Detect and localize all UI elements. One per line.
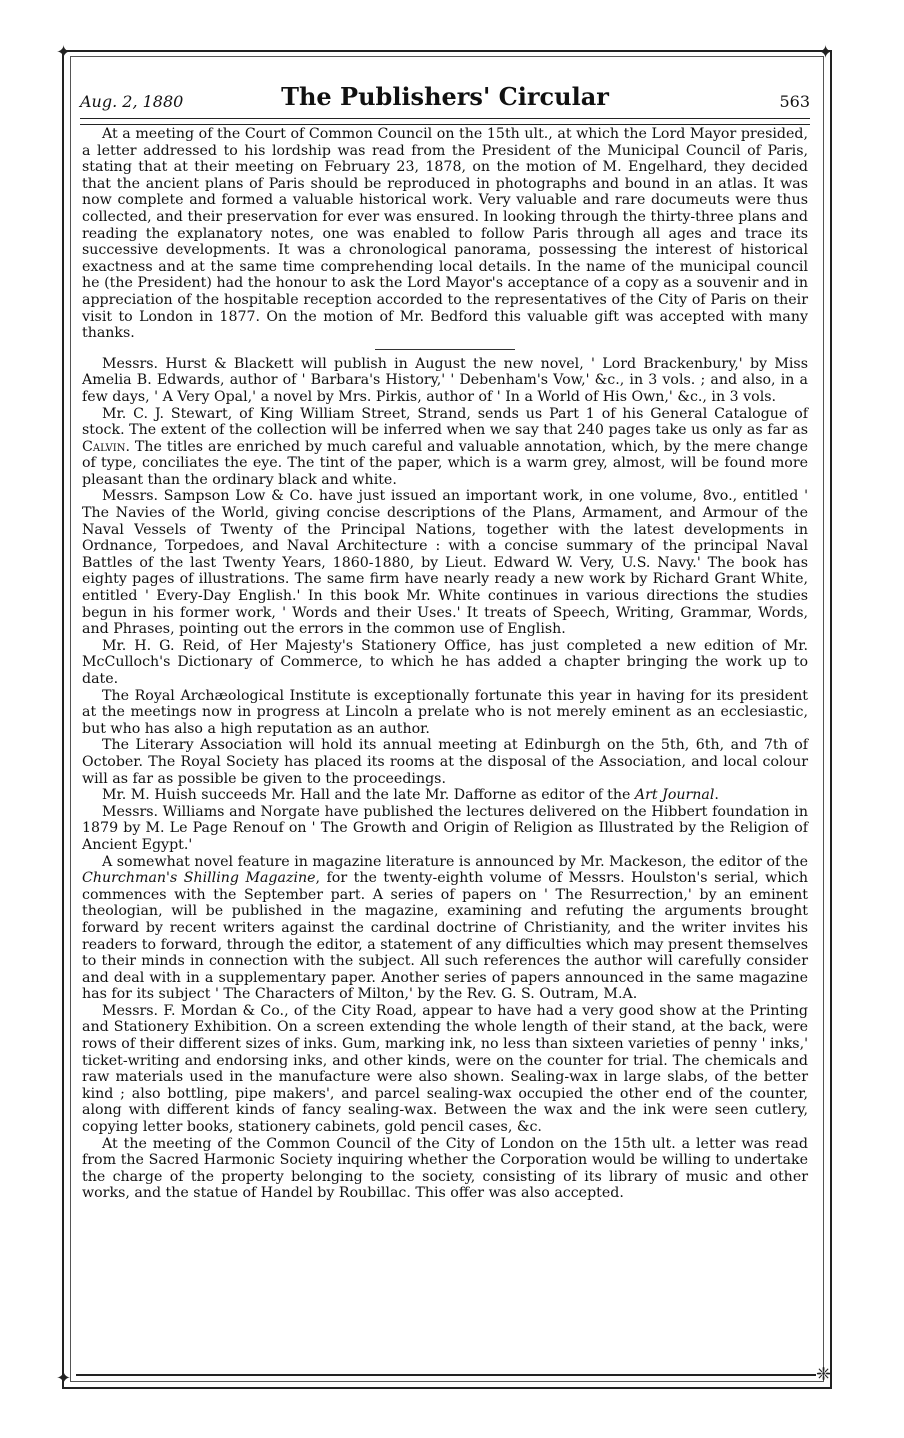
paragraph-paris-plans: At a meeting of the Court of Common Council on the 15th ult., at which the Lord Mayor presided, a letter addressed to his lordship was read from the President of the Municipal Council of Paris, stating that at their meeting on February 23, 1878, on the motion of M. Engelhard, they decided that the ancient plans of Paris should be reproduced in photographs and bound in an atlas. It was now complete and formed a valuable historical work. Very valuable and rare documeuts were thus collected, and their preservation for ever was ensured. In looking through the thirty-three plans and reading the explanatory notes, one was enabled to follow Paris through all ages and trace its successive developments. It was a chronological panorama, possessing the interest of historical exactness and at the same time comprehending local details. In the name of the municipal council he (the President) had the honour to ask the Lord Mayor's acceptance of a copy as a souvenir and in appreciation of the hospitable reception accorded to the representatives of the City of Paris on their visit to London in 1877. On the motion of Mr. Bedford this valuable gift was accepted with many thanks. (82, 126, 808, 342)
paragraph-harmonic-society: At the meeting of the Common Council of the City of London on the 15th ult. a letter was read from the Sacred Harmonic Society inquiring whether the Corporation would be willing to undertake the charge of the property belonging to the society, consisting of its library of music and other works, and the statue of Handel by Roubillac. This offer was also accepted. (82, 1135, 808, 1202)
paragraph-archaeological: The Royal Archæological Institute is exceptionally fortunate this year in having for its president at the meetings now in progress at Lincoln a prelate who is not merely eminent as an ecclesiastic, but who has also a high reputation as an author. (82, 687, 808, 737)
paragraph-hurst-blackett: Messrs. Hurst & Blackett will publish in August the new novel, ' Lord Brackenbury,' by Miss Amelia B. Edwards, author of ' Barbara's History,' ' Debenham's Vow,' &c., in 3 vols. ; and also, in a few days, ' A Very Opal,' a novel by Mrs. Pirkis, author of ' In a World of His Own,' &c., in 3 vols. (82, 355, 808, 405)
paragraph-reid: Mr. H. G. Reid, of Her Majesty's Stationery Office, has just completed a new edition of Mr. McCulloch's Dictionary of Commerce, to which he has added a chapter bringing the work up to date. (82, 637, 808, 687)
page-header (80, 82, 810, 112)
corner-ornament-icon: ✦ (56, 42, 72, 63)
article-body (82, 126, 808, 1202)
page-number: 563 (779, 92, 810, 111)
corner-ornament-icon: ✦ (56, 1368, 72, 1389)
art-journal-title: Art Journal (634, 787, 715, 804)
corner-ornament-icon: ❈ (816, 1364, 832, 1385)
paragraph-mackeson: A somewhat novel feature in magazine literature is announced by Mr. Mackeson, the editor of the Churchman's Shilling Magazine, for the twenty-eighth volume of Messrs. Houlston's serial, which commences with the September part. A series of papers on ' The Resurrection,' by an eminent theologian, will be published in the magazine, examining and refuting the arguments brought forward by recent writers against the cardinal doctrine of Christianity, and the writer invites his readers to forward, through the editor, a statement of any difficulties which may present themselves to their minds in connection with the subject. All such references the author will carefully consider and deal with in a supplementary paper. Another series of papers announced in the same magazine has for its subject ' The Characters of Milton,' by the Rev. G. S. Outram, M.A. (82, 853, 808, 1003)
section-separator (375, 349, 515, 350)
paragraph-sampson-low: Messrs. Sampson Low & Co. have just issued an important work, in one volume, 8vo., entitled ' The Navies of the World, giving concise descriptions of the Plans, Armament, and Armour of the Naval Vessels of Twenty of the Principal Nations, together with the latest developments in Ordnance, Torpedoes, and Naval Architecture : with a concise summary of the principal Naval Battles of the last Twenty Years, 1860-1880, by Lieut. Edward W. Very, U.S. Navy.' The book has eighty pages of illustrations. The same firm have nearly ready a new work by Richard Grant White, entitled ' Every-Day English.' In this book Mr. White continues in various directions the studies begun in his former work, ' Words and their Uses.' It treats of Speech, Writing, Grammar, Words, and Phrases, pointing out the errors in the common use of English. (82, 488, 808, 638)
paragraph-williams-norgate: Messrs. Williams and Norgate have published the lectures delivered on the Hibbert foundation in 1879 by M. Le Page Renouf on ' The Growth and Origin of Religion as Illustrated by the Religion of Ancient Egypt.' (82, 803, 808, 853)
paragraph-stewart: Mr. C. J. Stewart, of King William Street, Strand, sends us Part 1 of his General Catalogue of stock. The extent of the collection will be inferred when we say that 240 pages take us only as far as Calvin. The titles are enriched by much careful and valuable annotation, which, by the mere change of type, conciliates the eye. The tint of the paper, which is a warm grey, almost, will be found more pleasant than the ordinary black and white. (82, 405, 808, 488)
paragraph-huish: Mr. M. Huish succeeds Mr. Hall and the late Mr. Dafforne as editor of the Art Journal. (102, 787, 719, 804)
publication-title: The Publishers' Circular (281, 82, 609, 111)
corner-ornament-icon: ✦ (818, 42, 834, 63)
paragraph-mordan: Messrs. F. Mordan & Co., of the City Road, appear to have had a very good show at the Printing and Stationery Exhibition. On a screen extending the whole length of their stand, at the back, were rows of their different sizes of inks. Gum, marking ink, no less than sixteen varieties of penny ' inks,' ticket-writing and endorsing inks, and other kinds, were on the counter for trial. The chemicals and raw materials used in the manufacture were also shown. Sealing-wax in large slabs, of the better kind ; also bottling, pipe makers', and parcel sealing-wax occupied the other end of the counter, along with different kinds of fancy sealing-wax. Between the wax and the ink were seen cutlery, copying letter books, stationery cabinets, gold pencil cases, &c. (82, 1002, 808, 1136)
paragraph-literary-association: The Literary Association will hold its annual meeting at Edinburgh on the 5th, 6th, and 7th of October. The Royal Society has placed its rooms at the disposal of the Association, and local colour will as far as possible be given to the proceedings. (82, 737, 808, 787)
footer-rule (76, 1374, 816, 1376)
header-rule (80, 118, 810, 125)
magazine-title: Churchman's Shilling Magazine (82, 870, 316, 887)
calvin-smallcaps: Calvin (82, 438, 126, 455)
issue-date: Aug. 2, 1880 (80, 92, 184, 111)
